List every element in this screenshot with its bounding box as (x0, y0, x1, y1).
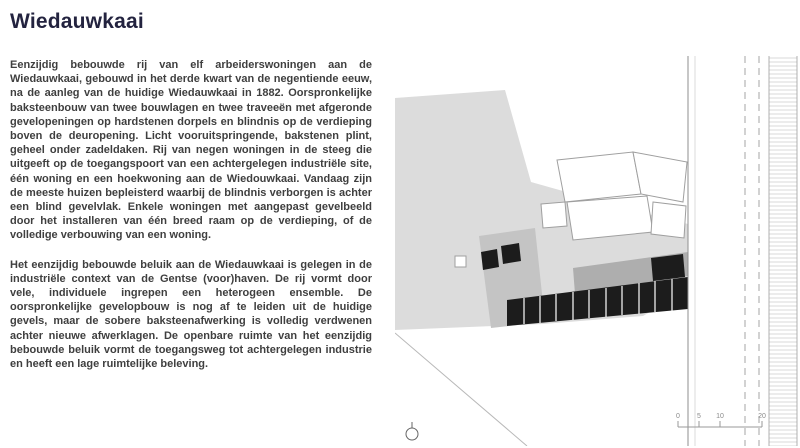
north-indicator-icon (406, 422, 418, 440)
article-paragraph-context: Het eenzijdig bebouwde beluik aan de Wiedauwkaai is gelegen in de industriële context van de Gentse (voor)haven. De rij vormt door vele, individuele ingrepen een heterogeen ensemble. De oorspronkelijke gevelopbouw is nog af te leiden uit de huidige gevels, maar de sobere baksteenafwerking is volledig verdwenen achter nieuwe afwerklagen. De openbare ruimte van het eenzijdig bebouwde beluik vormt de toegangsweg tot achtergelegen industrie en heeft een lage ruimtelijke beleving. (10, 258, 372, 371)
article-text-column (10, 10, 372, 386)
map-hatched-strip (769, 56, 797, 446)
scale-bar (676, 413, 766, 427)
map-annex (455, 256, 466, 267)
page-title: Wiedauwkaai (10, 10, 144, 33)
scale-label-5: 5 (697, 413, 701, 420)
scale-label-0: 0 (676, 413, 680, 420)
map-quay-lines (688, 56, 759, 446)
scale-label-20: 20 (758, 413, 766, 420)
scale-label-10: 10 (716, 413, 724, 420)
site-plan-map (395, 56, 800, 446)
article-paragraph-description: Eenzijdig bebouwde rij van elf arbeiderswoningen aan de Wiedauwkaai, gebouwd in het derde kwart van de negentiende eeuw, na de aanleg van de huidige Wiedauwkaai in 1882. Oorspronkelijke baksteenbouw van twee bouwlagen en twee traveeën met afgeronde gevelopeningen op hardstenen dorpels en blindnis op de verdieping boven de deuropening. Licht vooruitspringende, bakstenen plint, geheel onder zadeldaken. Rij van negen woningen in de steeg die uitgeeft op de toegangspoort van een achtergelegen industriële site, één woning en een hoekwoning aan de Wiedouwkaai. Vandaag zijn de meeste huizen bepleisterd waarbij de blindnis verborgen is achter een blind gevelvlak. Enkele woningen met aangepast gevelbeeld door het installeren van één breed raam op de verdieping, of de volledige verbouwing van een woning. (10, 59, 372, 242)
site-plan-svg (395, 56, 800, 446)
